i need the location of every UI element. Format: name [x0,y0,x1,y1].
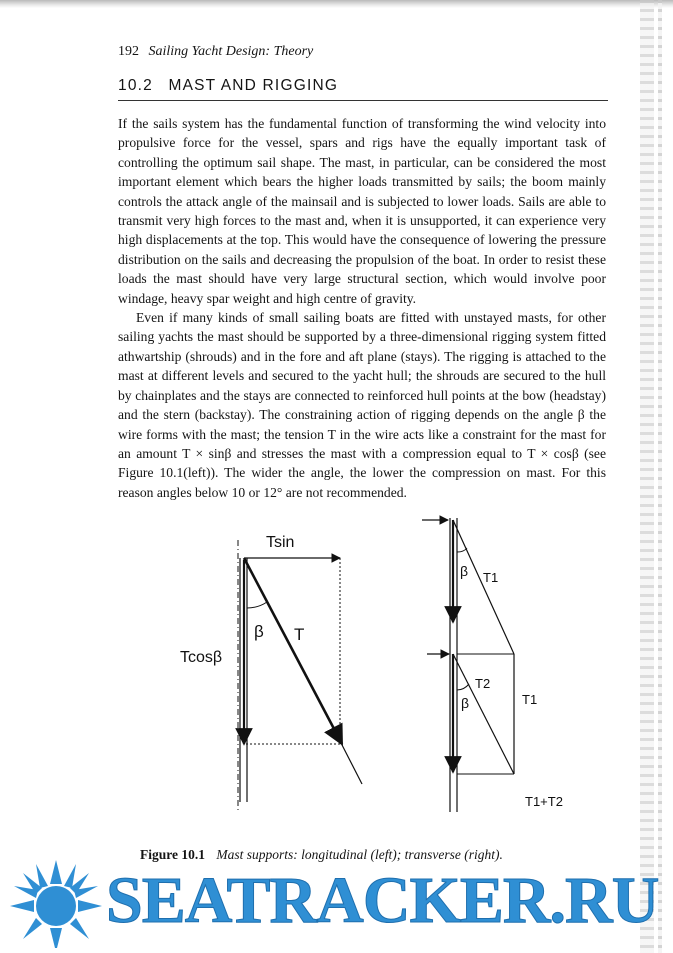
label-t1-upper: T1 [483,570,499,585]
section-title: MAST AND RIGGING [168,77,339,94]
mast-support-diagram [170,512,610,832]
watermark-sun-icon [8,858,108,948]
body-text [118,114,606,502]
paragraph: Even if many kinds of small sailing boats are fitted with unstayed masts, for other sailing yachts the mast should be supported by a three-dimensional rigging system fitted athwartship (shrouds) and in the fore and aft plane (stays). The rigging is attached to the mast at different levels and secured to the yacht hull; the shrouds are secured to the hull by chainplates and the stays are connected to reinforced hull points at the bow (headstay) and the stern (backstay). The constraining action of rigging depends on the angle β the wire forms with the mast; the tension T in the wire acts like a constraint for the mast for an amount T × sinβ and stresses the mast with a compression equal to T × cosβ (see Figure 10.1(left)). The wider the angle, the lower the compression on mast. For this reason angles below 10 or 12° are not recommended. [118,310,606,500]
tension-arrow [244,558,342,744]
lower-shroud [453,654,514,774]
paragraph: If the sails system has the fundamental function of transforming the wind velocity into propulsive force for the vessel, spars and rigs have the equally important task of controlling the optimum sail shape. The mast, in particular, can be considered the most important element which bears the higher loads transmitted by sails; the boom mainly controls the attack angle of the mainsail and is subjected to lower loads. Sails are able to transmit very high forces to the mast and, when it is unsupported, it can experience very high displacements at the top. This would have the consequence of lowering the pressure distribution on the sails and decreasing the propulsion of the boat. In order to resist these loads the mast should have very large structural section, which would involve poor windage, heavy spar weight and high centre of gravity. [118,116,606,306]
label-t1-lower: T1 [522,692,538,707]
label-beta: β [254,622,264,641]
section-heading [118,77,608,101]
scan-border-top [0,0,673,8]
label-tcos: Tcosβ [180,649,223,666]
label-t2: T2 [475,676,491,691]
figure-caption [140,847,580,863]
figure-mast-supports [170,512,610,832]
left-diagram [180,534,362,812]
caption-label: Figure 10.1 [140,847,205,862]
caption-text: Mast supports: longitudinal (left); transverse (right). [216,847,503,862]
label-t1-plus-t2: T1+T2 [525,794,563,809]
watermark-text: SEATRACKER.RU [106,864,659,937]
label-beta-lower: β [461,695,470,711]
beta-angle-arc [247,602,267,608]
page-number: 192 [118,44,139,59]
scan-edge-line [658,0,662,953]
label-beta-upper: β [460,563,469,579]
running-head [118,44,313,60]
book-title: Sailing Yacht Design: Theory [148,44,314,59]
wire-extension [340,741,362,784]
scan-edge-shadow [640,0,654,953]
upper-shroud [453,520,514,654]
right-diagram [422,518,563,812]
label-t: T [294,625,305,644]
section-number: 10.2 [118,77,153,94]
lower-beta-arc [457,684,469,690]
label-tsin: Tsin [266,534,295,551]
